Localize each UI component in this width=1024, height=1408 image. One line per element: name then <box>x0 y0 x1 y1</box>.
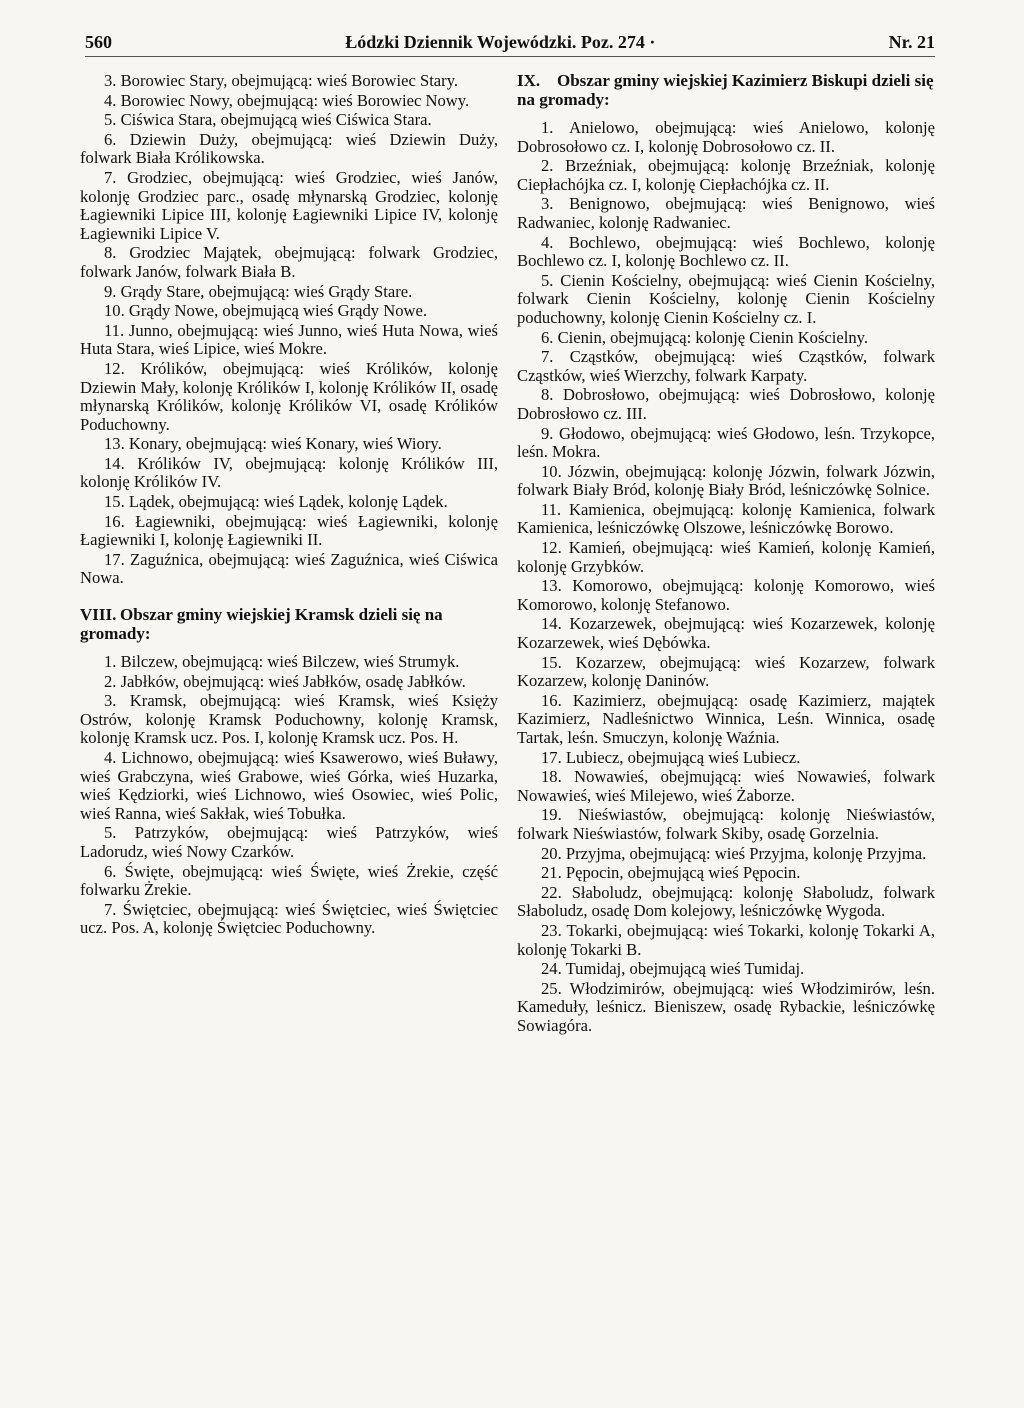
list-item: 4. Bochlewo, obejmującą: wieś Bochlewo, kolonję Bochlewo cz. I, kolonję Bochlewo cz. II. <box>517 232 935 271</box>
list-item: 2. Brzeźniak, obejmującą: kolonję Brzeźniak, kolonję Ciepłachójka cz. I, kolonję Ciepłachójka cz. II. <box>517 156 935 194</box>
list-item: 10. Grądy Nowe, obejmującą wieś Grądy Nowe. <box>104 301 428 321</box>
list-item: 24. Tumidaj, obejmującą wieś Tumidaj. <box>541 959 805 979</box>
list-item: 19. Nieświastów, obejmującą: kolonję Nieświastów, folwark Nieświastów, folwark Skiby, osadę Gorzelnia. <box>517 805 935 843</box>
list-item: 11. Kamienica, obejmującą: kolonję Kamienica, folwark Kamienica, leśniczówkę Olszowe, leśniczówkę Borowo. <box>517 499 935 538</box>
list-item: 22. Słaboludz, obejmującą: kolonję Słaboludz, folwark Słaboludz, osadę Dom kolejowy, leśniczówkę Wygoda. <box>517 882 935 921</box>
list-item: 15. Lądek, obejmującą: wieś Lądek, kolonję Lądek. <box>104 492 448 512</box>
list-item: 10. Józwin, obejmującą: kolonję Józwin, folwark Józwin, folwark Biały Bród, kolonję Biały Bród, leśniczówkę Solnice. <box>517 461 935 500</box>
right-column <box>517 72 935 1037</box>
list-item: 1. Bilczew, obejmującą: wieś Bilczew, wieś Strumyk. <box>104 652 460 672</box>
journal-title: Łódzki Dziennik Wojewódzki. Poz. 274 · <box>345 32 656 52</box>
list-item: 15. Kozarzew, obejmującą: wieś Kozarzew, folwark Kozarzew, kolonję Daninów. <box>517 652 935 691</box>
page-header <box>85 32 935 57</box>
list-item: 5. Cienin Kościelny, obejmującą: wieś Cienin Kościelny, folwark Cienin Kościelny, kolonję Cienin Kościelny poduchowny, kolonję Cienin Kościelny cz. I. <box>517 270 935 327</box>
list-item: 17. Zaguźnica, obejmującą: wieś Zaguźnica, wieś Ciświca Nowa. <box>80 549 498 588</box>
list-item: 25. Włodzimirów, obejmującą: wieś Włodzimirów, leśn. Kamedułу, leśnicz. Bieniszew, osadę Rybackie, leśniczówkę Sowiagóra. <box>517 978 935 1035</box>
section-title: Obszar gminy wiejskiej Kramsk dzieli się na gromady: <box>80 605 443 643</box>
list-item: 4. Borowiec Nowy, obejmującą: wieś Borowiec Nowy. <box>104 90 470 110</box>
list-item: 23. Tokarki, obejmującą: wieś Tokarki, kolonję Tokarki A, kolonję Tokarki B. <box>517 920 935 959</box>
section-number: VIII. <box>80 605 117 625</box>
list-item: 5. Patrzyków, obejmującą: wieś Patrzyków, wieś Ladorudz, wieś Nowy Czarków. <box>80 823 498 861</box>
list-item: 14. Królików IV, obejmującą: kolonję Królików III, kolonję Królików IV. <box>80 453 498 492</box>
section-number: IX. <box>517 71 541 90</box>
list-item: 13. Konary, obejmującą: wieś Konary, wieś Wiory. <box>104 434 442 454</box>
section-viii-entries <box>80 653 498 938</box>
list-item: 3. Borowiec Stary, obejmującą: wieś Borowiec Stary. <box>104 71 459 90</box>
list-item: 3. Kramsk, obejmującą: wieś Kramsk, wieś Księży Ostrów, kolonję Kramsk Poduchowny, kolonję Kramsk, kolonję Kramsk ucz. Pos. I, kolonję Kramsk ucz. Pos. H. <box>80 691 498 748</box>
page-number: 560 <box>85 32 112 52</box>
list-item: 13. Komorowo, obejmującą: kolonję Komorowo, wieś Komorowo, kolonję Stefanowo. <box>517 576 935 614</box>
list-item: 12. Kamień, obejmującą: wieś Kamień, kolonję Kamień, kolonję Grzybków. <box>517 538 935 576</box>
list-item: 17. Lubiecz, obejmującą wieś Lubiecz. <box>541 747 801 767</box>
list-item: 6. Dziewin Duży, obejmującą: wieś Dziewin Duży, folwark Biała Królikowska. <box>80 129 498 168</box>
list-item: 16. Kazimierz, obejmującą: osadę Kazimierz, majątek Kazimierz, Nadleśnictwo Winnica, Leśn. Winnica, osadę Tartak, leśn. Smuczyn, kolonję Waźnia. <box>517 690 935 747</box>
list-item: 1. Anielowo, obejmującą: wieś Anielowo, kolonję Dobrosołowo cz. I, kolonję Dobrosołowo cz. II. <box>517 118 935 156</box>
list-item: 8. Dobrosłowo, obejmującą: wieś Dobrosłowo, kolonję Dobrosłowo cz. III. <box>517 385 935 423</box>
list-item: 6. Cienin, obejmującą: kolonję Cienin Kościelny. <box>541 327 869 347</box>
list-item: 4. Lichnowo, obejmującą: wieś Ksawerowo, wieś Buławy, wieś Grabczyna, wieś Grabowe, wieś Górka, wieś Huzarka, wieś Kędziorki, wieś Lichnowo, wieś Osowiec, wieś Polic, wieś Ranna, wieś Sakłak, wieś Tobułka. <box>80 748 498 823</box>
left-entries-list <box>80 72 498 588</box>
list-item: 2. Jabłków, obejmującą: wieś Jabłków, osadę Jabłków. <box>104 671 466 691</box>
list-item: 21. Pępocin, obejmującą wieś Pępocin. <box>541 863 801 883</box>
list-item: 12. Królików, obejmującą: wieś Królików, kolonję Dziewin Mały, kolonję Królików I, kolonję Królików II, osadę młynarską Królików, kolonję Królików VI, osadę Królików Poduchowny. <box>80 358 498 434</box>
section-title: Obszar gminy wiejskiej Kazimierz Biskupi dzieli się na gromady: <box>517 71 934 109</box>
section-ix-entries <box>517 119 935 1036</box>
section-viii-heading <box>80 606 498 643</box>
list-item: 7. Świętciec, obejmującą: wieś Świętciec, wieś Świętciec ucz. Pos. A, kolonję Świętciec Poduchowny. <box>80 899 498 938</box>
list-item: 11. Junno, obejmującą: wieś Junno, wieś Huta Nowa, wieś Huta Stara, wieś Lipice, wieś Mokre. <box>80 320 498 359</box>
issue-number: Nr. 21 <box>888 32 935 52</box>
list-item: 9. Grądy Stare, obejmującą: wieś Grądy Stare. <box>104 281 413 301</box>
list-item: 7. Grodziec, obejmującą: wieś Grodziec, wieś Janów, kolonję Grodziec parc., osadę młynarską Grodziec, kolonję Łagiewniki Lipice III, kolonję Łagiewniki Lipice IV, kolonję Łagiewniki Lipice V. <box>80 167 498 243</box>
list-item: 8. Grodziec Majątek, obejmującą: folwark Grodziec, folwark Janów, folwark Biała B. <box>80 243 498 281</box>
section-ix-heading <box>517 72 935 109</box>
list-item: 9. Głodowo, obejmującą: wieś Głodowo, leśn. Trzykopce, leśn. Mokra. <box>517 423 935 462</box>
left-column <box>80 72 498 939</box>
list-item: 6. Święte, obejmującą: wieś Święte, wieś Żrekie, część folwarku Żrekie. <box>80 861 498 900</box>
list-item: 14. Kozarzewek, obejmującą: wieś Kozarzewek, kolonję Kozarzewek, wieś Dębówka. <box>517 614 935 653</box>
list-item: 18. Nowawieś, obejmującą: wieś Nowawieś, folwark Nowawieś, wieś Milejewo, wieś Żaborze. <box>517 767 935 805</box>
list-item: 20. Przyjma, obejmującą: wieś Przyjma, kolonję Przyjma. <box>541 843 927 863</box>
list-item: 3. Benignowo, obejmującą: wieś Benignowo, wieś Radwaniec, kolonję Radwaniec. <box>517 194 935 232</box>
list-item: 16. Łagiewniki, obejmującą: wieś Łagiewniki, kolonję Łagiewniki I, kolonję Łagiewniki II. <box>80 511 498 550</box>
list-item: 5. Ciświca Stara, obejmującą wieś Ciświca Stara. <box>104 110 432 130</box>
list-item: 7. Cząstków, obejmującą: wieś Cząstków, folwark Cząstków, wieś Wierzchy, folwark Karpaty. <box>517 347 935 385</box>
